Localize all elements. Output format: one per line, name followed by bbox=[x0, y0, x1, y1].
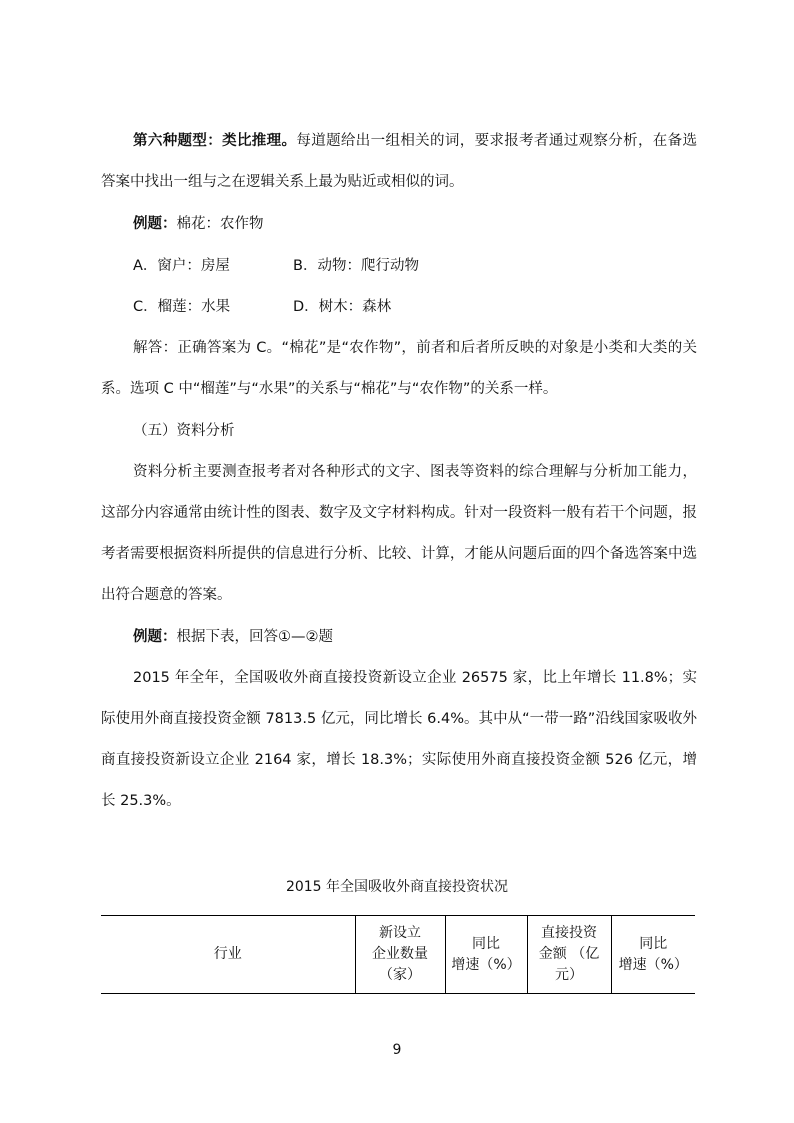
type6-intro: 每道题给出一组相关的词，要求报考者通过观察分析，在备选答案中找出一组与之在逻辑关系上最为贴近或相似的词。 bbox=[101, 133, 698, 190]
table-caption: 2015 年全国吸收外商直接投资状况 bbox=[285, 879, 509, 895]
example2-line bbox=[133, 627, 333, 647]
table-header-row bbox=[101, 916, 695, 994]
example1-question: 棉花：农作物 bbox=[176, 216, 264, 232]
example1-label: 例题： bbox=[133, 216, 177, 232]
header-yoy-amount: 同比 增速（%） bbox=[611, 916, 695, 994]
example1-line bbox=[133, 214, 264, 234]
header-new-firms: 新设立 企业数量 （家） bbox=[355, 916, 445, 994]
option-a: A．窗户：房屋 bbox=[133, 258, 230, 274]
section5-title: （五）资料分析 bbox=[133, 423, 235, 439]
example1-answer: 解答：正确答案为 C。“棉花”是“农作物”，前者和后者所反映的对象是小类和大类的关系。选项 C 中“榴莲”与“水果”的关系与“棉花”与“农作物”的关系一样。 bbox=[101, 340, 697, 397]
example2-passage: 2015 年全年，全国吸收外商直接投资新设立企业 26575 家，比上年增长 11.8%；实际使用外商直接投资金额 7813.5 亿元，同比增长 6.4%。其中从“一带一路”沿线国家吸收外商直接投资新设立企业 2164 家，增长 18.3%；实际使用外商直接投资金额 526 亿元，增长 25.3%。 bbox=[101, 670, 697, 809]
type6-heading: 第六种题型：类比推理。 bbox=[133, 133, 297, 149]
section5-body: 资料分析主要测查报考者对各种形式的文字、图表等资料的综合理解与分析加工能力，这部分内容通常由统计性的图表、数字及文字材料构成。针对一段资料一般有若干个问题，报考者需要根据资料所提供的信息进行分析、比较、计算，才能从问题后面的四个备选答案中选出符合题意的答案。 bbox=[101, 464, 697, 603]
example2-question: 根据下表，回答①—②题 bbox=[176, 629, 333, 645]
investment-table bbox=[101, 915, 695, 994]
option-b: B．动物：爬行动物 bbox=[293, 258, 419, 274]
option-c: C．榴莲：水果 bbox=[133, 299, 231, 315]
type6-paragraph bbox=[101, 121, 697, 203]
header-amount: 直接投资 金额 （亿 元） bbox=[527, 916, 611, 994]
option-d: D．树木：森林 bbox=[293, 299, 392, 315]
page-number: 9 bbox=[392, 1042, 402, 1058]
header-industry: 行业 bbox=[101, 916, 355, 994]
example2-label: 例题： bbox=[133, 629, 177, 645]
header-yoy-firms: 同比 增速（%） bbox=[445, 916, 527, 994]
